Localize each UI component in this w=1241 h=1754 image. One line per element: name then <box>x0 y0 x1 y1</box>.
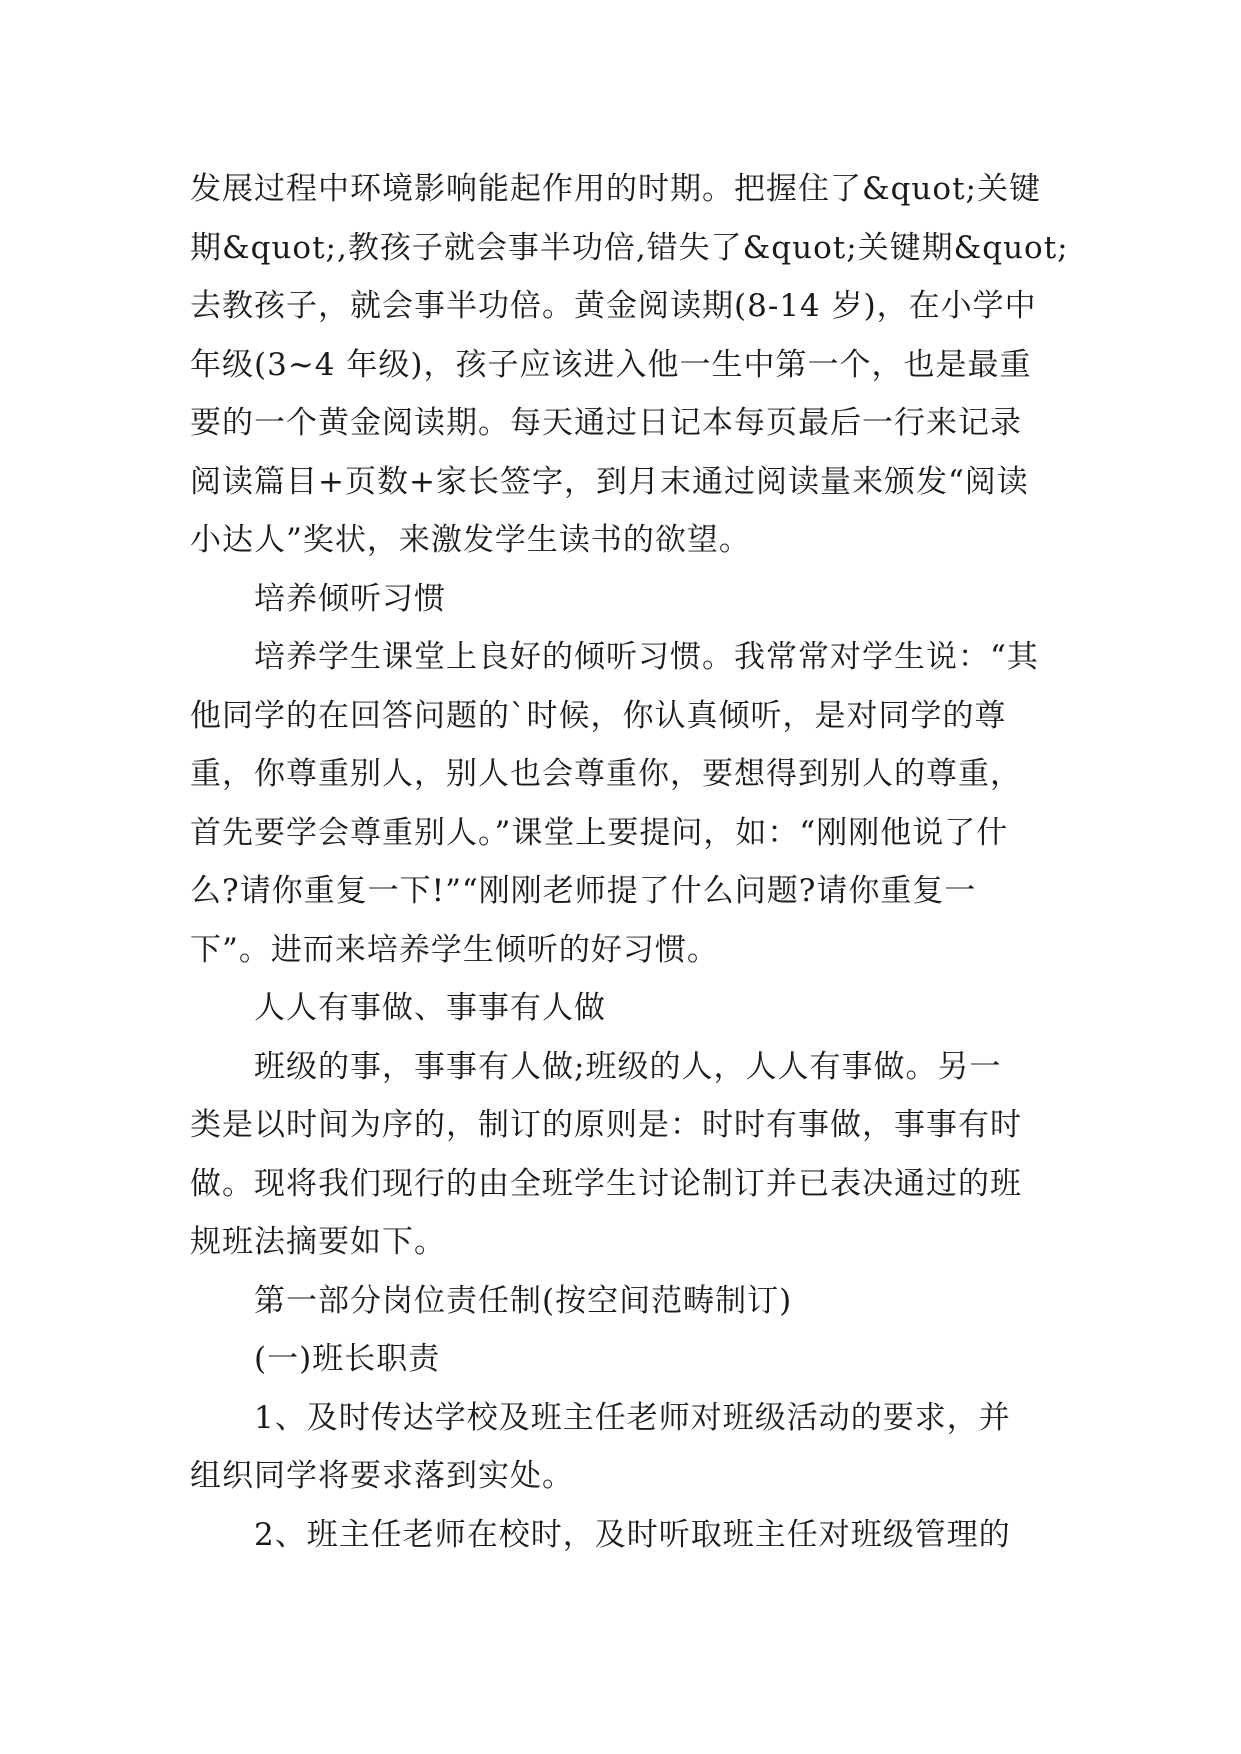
text-line: 么?请你重复一下!”“刚刚老师提了什么问题?请你重复一 <box>190 873 977 909</box>
text-line: 首先要学会尊重别人。”课堂上要提问，如：“刚刚他说了什 <box>190 814 1009 851</box>
list-item-first-line: 1、及时传达学校及班主任老师对班级活动的要求，并 <box>254 1399 1011 1436</box>
text-line: 他同学的在回答问题的`时候，你认真倾听，是对同学的尊 <box>190 697 1007 734</box>
text-line: 年级(3~4 年级)，孩子应该进入他一生中第一个，也是最重 <box>190 346 1032 383</box>
text-line: 做。现将我们现行的由全班学生讨论制订并已表决通过的班 <box>190 1165 1022 1202</box>
text-line: 期&quot;,教孩子就会事半功倍,错失了&quot;关键期&quot; <box>190 229 1069 266</box>
text-line: 发展过程中环境影响能起作用的时期。把握住了&quot;关键 <box>190 171 1041 207</box>
paragraph-first-line: 班级的事，事事有人做;班级的人，人人有事做。另一 <box>254 1048 1002 1085</box>
text-line: 规班法摘要如下。 <box>190 1224 446 1260</box>
text-line: 阅读篇目+页数+家长签字，到月末通过阅读量来颁发“阅读 <box>190 463 1029 500</box>
text-line: 要的一个黄金阅读期。每天通过日记本每页最后一行来记录 <box>190 405 1022 441</box>
document-body <box>190 160 1069 1564</box>
text-line: 小达人”奖状，来激发学生读书的欲望。 <box>190 522 751 558</box>
list-item-first-line: 2、班主任老师在校时，及时听取班主任对班级管理的 <box>254 1516 1011 1553</box>
subsection-heading: (一)班长职责 <box>254 1341 441 1377</box>
section-heading: 人人有事做、事事有人做 <box>254 990 606 1026</box>
text-line: 下”。进而来培养学生倾听的好习惯。 <box>190 931 719 968</box>
text-line: 重，你尊重别人，别人也会尊重你，要想得到别人的尊重， <box>190 756 1022 792</box>
section-heading: 第一部分岗位责任制(按空间范畴制订) <box>254 1282 793 1319</box>
text-line: 组织同学将要求落到实处。 <box>190 1458 574 1494</box>
text-line: 去教孩子，就会事半功倍。黄金阅读期(8-14 岁)，在小学中 <box>190 288 1037 324</box>
section-heading: 培养倾听习惯 <box>254 580 446 617</box>
text-line: 类是以时间为序的，制订的原则是：时时有事做，事事有时 <box>190 1107 1022 1143</box>
paragraph-first-line: 培养学生课堂上良好的倾听习惯。我常常对学生说：“其 <box>254 639 1039 675</box>
